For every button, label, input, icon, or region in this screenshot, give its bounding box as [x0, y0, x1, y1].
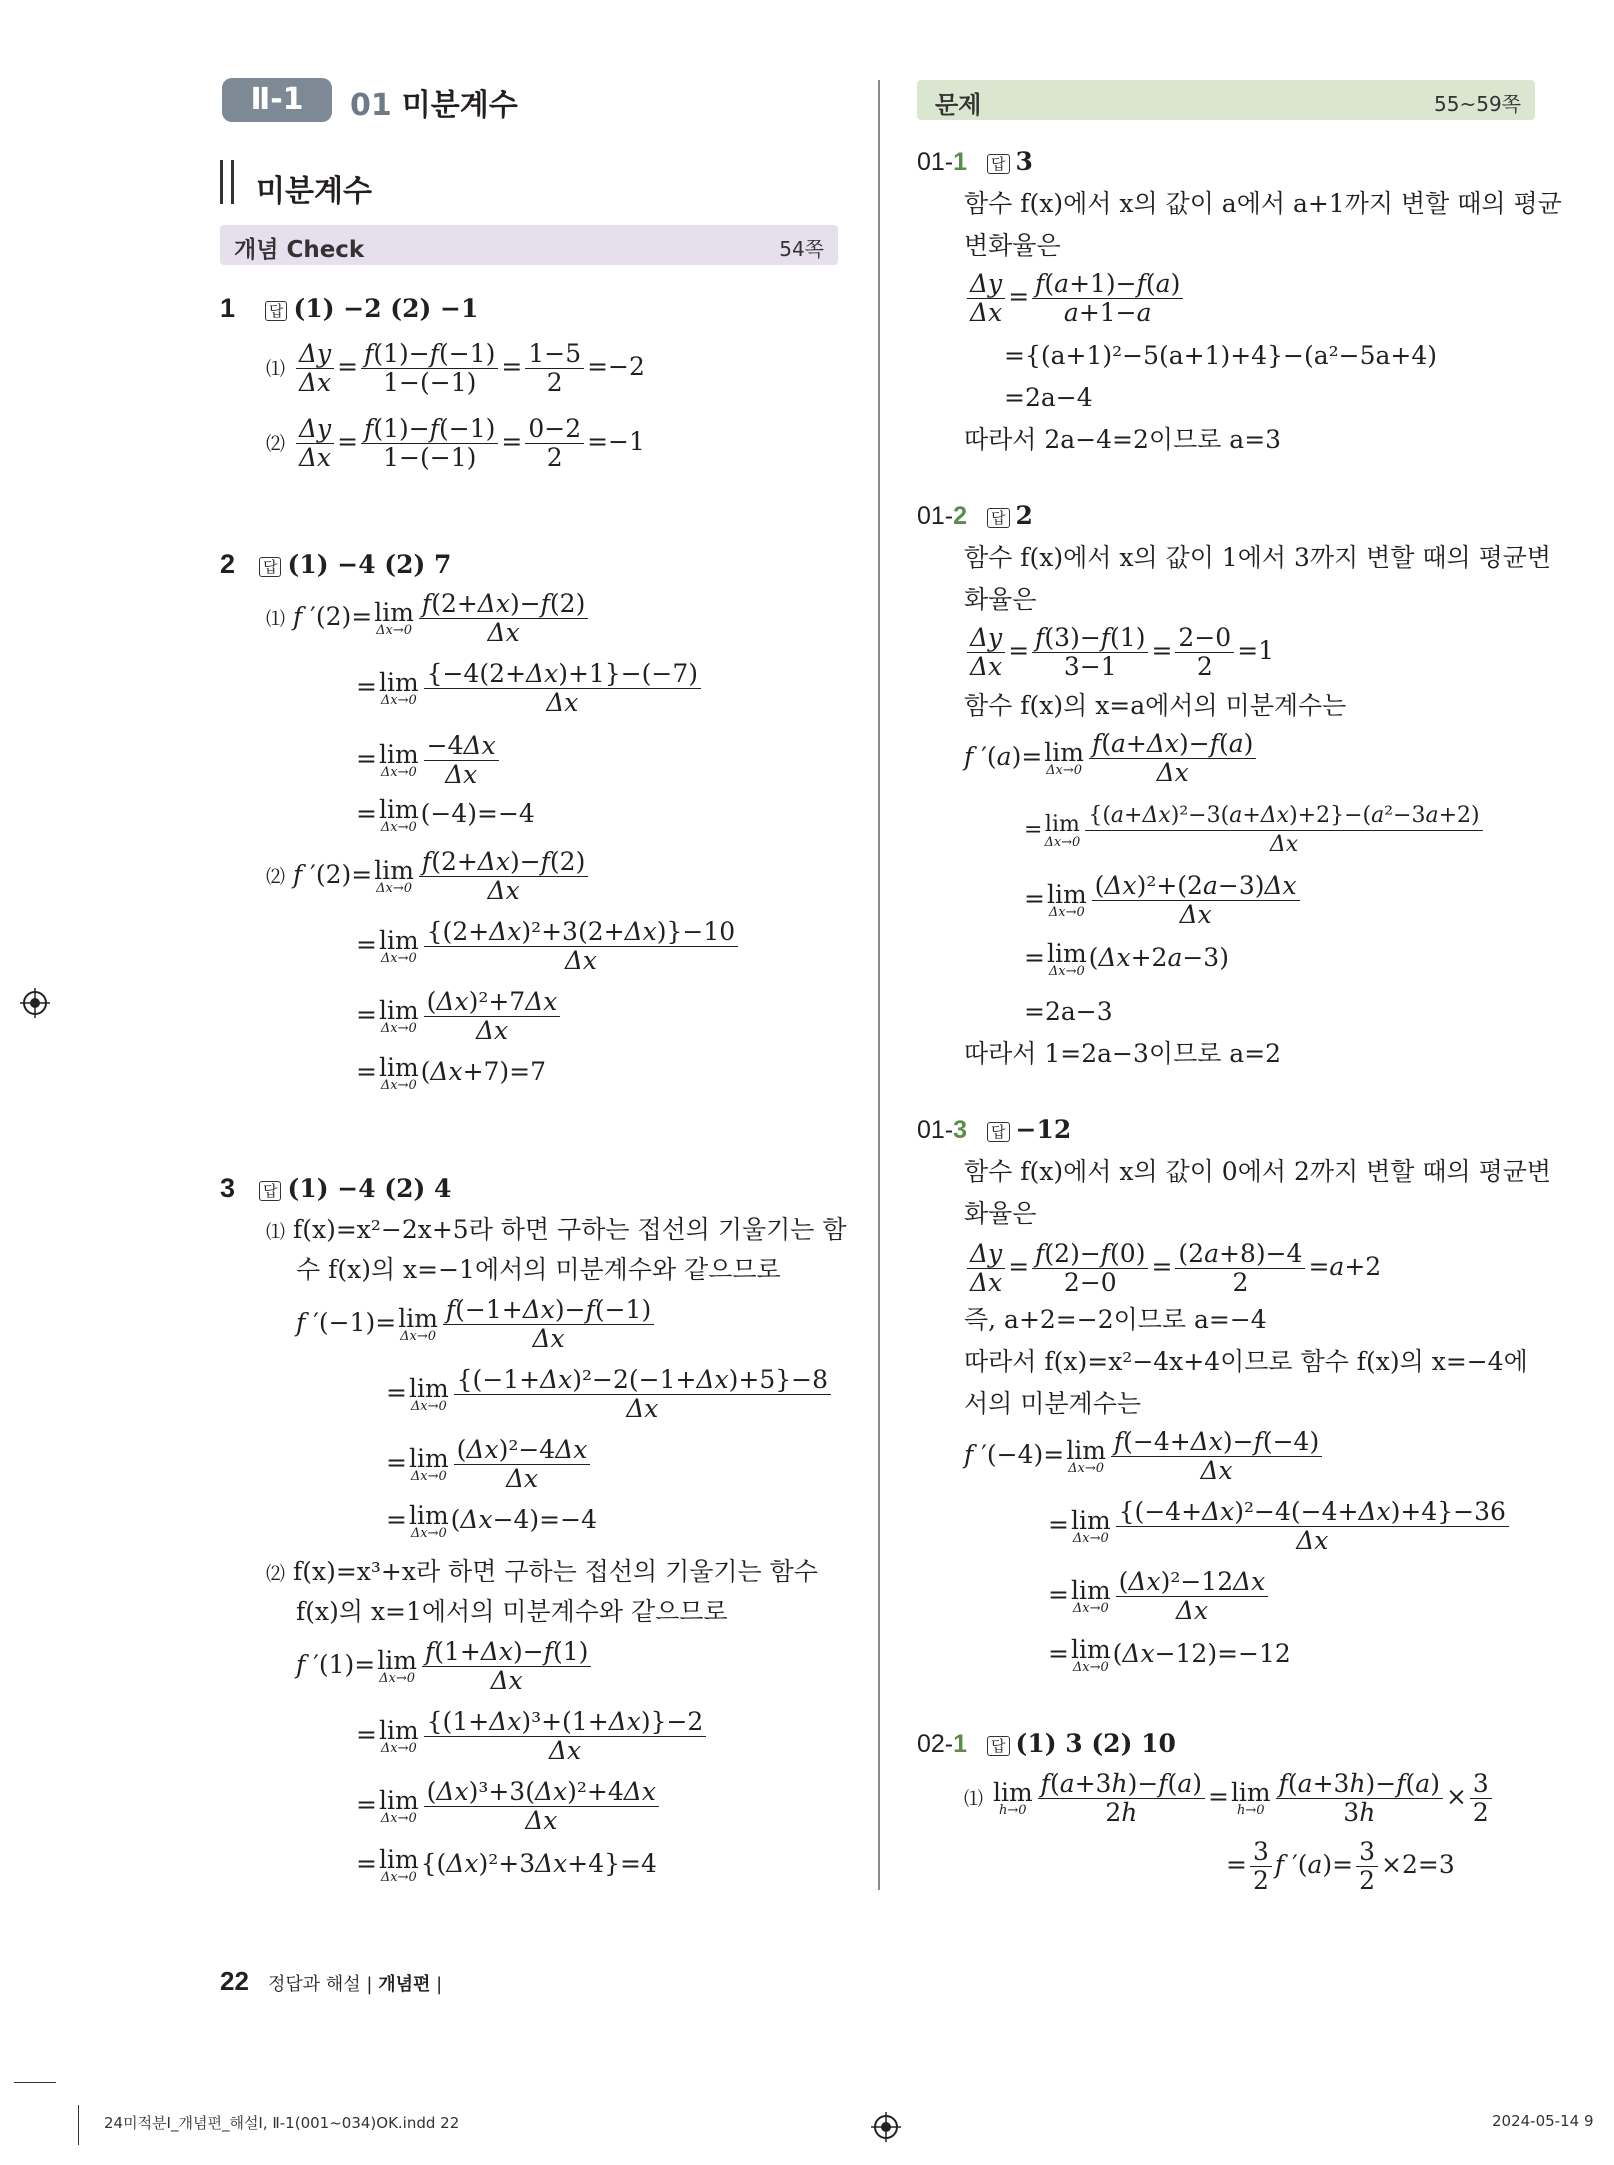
problem-02-1-header: [917, 1726, 1176, 1762]
text: f(x)=x³+x라 하면 구하는 접선의 기울기는 함수: [292, 1557, 818, 1586]
concept-check-label: 개념 Check: [234, 237, 365, 263]
solution-line: f ′(1)= lim Δx→0 $\frac{f(1+\Delta x)-f(1)}{\Delta x}$: [296, 1638, 594, 1695]
solution-text: 함수 f(x)에서 x의 값이 1에서 3까지 변할 때의 평균변: [964, 543, 1552, 572]
problem-id-num: 2: [953, 502, 968, 530]
problem-01-1-header: [917, 144, 1033, 180]
answer: (1) −4 (2) 7: [287, 550, 452, 579]
problem-id-num: 1: [953, 1730, 968, 1758]
registration-mark-icon: [871, 2112, 901, 2142]
crop-mark: [14, 2082, 56, 2083]
chapter-number: 01: [350, 88, 392, 123]
solution-line: ⑵ f ′(2)= lim Δx→0 $\frac{f(2+\Delta x)-f(2)}{\Delta x}$: [266, 848, 591, 905]
problem-2-header: [220, 546, 451, 583]
solution-text: 즉, a+2=−2이므로 a=−4: [964, 1305, 1267, 1334]
footer-text: 정답과 해설: [268, 1974, 361, 1995]
answer-mark: 답: [265, 301, 288, 321]
solution-text: 따라서 f(x)=x²−4x+4이므로 함수 f(x)의 x=−4에: [964, 1347, 1528, 1376]
slug-file: 24미적분Ⅰ_개념편_해설Ⅰ, Ⅱ-1(001~034)OK.indd 22: [104, 2114, 460, 2132]
solution-line: = lim Δx→0 (Δx+7)=7: [356, 1052, 547, 1093]
footer-part: 개념편: [378, 1974, 431, 1995]
solution-line: = lim Δx→0 (−4)=−4: [356, 794, 535, 835]
answer-mark: 답: [987, 1122, 1010, 1142]
answer: (1) −4 (2) 4: [287, 1174, 452, 1203]
problem-3-header: [220, 1170, 451, 1207]
section-title: 미분계수: [256, 174, 372, 209]
solution-line: = lim Δx→0 $\frac{\text{(Δx)²+7Δx}}{\Delta x}$: [356, 988, 563, 1045]
solution-line: = lim Δx→0 $\frac{\text{\{(−4+Δx)²−4(−4+Δx)+4\}−36}}{\Delta x}$: [1048, 1498, 1512, 1555]
problem-pages: 55~59쪽: [1434, 92, 1521, 116]
solution-line: = lim Δx→0 $\frac{\text{\{(2+Δx)²+3(2+Δx)\}−10}}{\Delta x}$: [356, 918, 741, 975]
solution-line: ⑴ f ′(2)= lim Δx→0 $\frac{f(2+\Delta x)-f(2)}{\Delta x}$: [266, 590, 591, 647]
solution-line: =2a−4: [1004, 383, 1093, 412]
solution-line: $\frac{\Delta y}{\Delta x}$ = $\frac{f(3)-f(1)}{3-1}$ = $\frac{2-0}{2}$ =1: [964, 624, 1274, 681]
problem-id: 02-: [917, 1730, 954, 1758]
problem-01-3-header: [917, 1112, 1071, 1148]
solution-line: = lim Δx→0 $\frac{\text{(Δx)²−4Δx}}{\Delta x}$: [386, 1436, 593, 1493]
solution-line: = lim Δx→0 (Δx−4)=−4: [386, 1500, 597, 1541]
solution-text: 따라서 1=2a−3이므로 a=2: [964, 1039, 1282, 1068]
answer: (1) 3 (2) 10: [1015, 1729, 1176, 1758]
problem-1-header: [220, 290, 478, 327]
solution-line: = $\frac{3}{2}$ f ′(a)= $\frac{3}{2}$ ×2=3: [1226, 1837, 1455, 1895]
concept-check-page: 54쪽: [779, 237, 824, 261]
answer-mark: 답: [987, 1736, 1010, 1756]
solution-text: 변화율은: [964, 231, 1061, 260]
section-marker: [220, 160, 234, 204]
solution-text: 서의 미분계수는: [964, 1389, 1141, 1418]
solution-text: f(x)의 x=1에서의 미분계수와 같으므로: [296, 1597, 728, 1626]
solution-line: f ′(−4)= lim Δx→0 $\frac{f(-4+\Delta x)-f(-4)}{\Delta x}$: [964, 1428, 1325, 1485]
solution-line: = lim Δx→0 $\frac{\text{\{(−1+Δx)²−2(−1+Δx)+5\}−8}}{\Delta x}$: [386, 1366, 834, 1423]
footer-label: 정답과 해설 | 개념편 |: [268, 1974, 443, 1995]
chapter-title-text: 미분계수: [401, 88, 518, 123]
solution-line: = lim Δx→0 $\frac{\text{(Δx)²−12Δx}}{\Delta x}$: [1048, 1568, 1271, 1625]
solution-line: ⑴ $\frac{\Delta y}{\Delta x}$ = $\frac{f(1)-f(-1)}{1-(-1)}$ = $\frac{1-5}{2}$ =−2: [266, 339, 645, 397]
solution-line: = lim Δx→0 (Δx+2a−3): [1024, 938, 1229, 979]
problem-number: 2: [220, 549, 236, 579]
solution-text: 화율은: [964, 1199, 1037, 1228]
registration-mark-icon: [20, 988, 50, 1018]
solution-line: f ′(−1)= lim Δx→0 $\frac{f(-1+\Delta x)-f(-1)}{\Delta x}$: [296, 1296, 657, 1353]
answer-mark: 답: [987, 508, 1010, 528]
unit-badge: Ⅱ-1: [222, 78, 332, 122]
chapter-title: [350, 80, 518, 124]
solution-text: ⑴ f(x)=x²−2x+5라 하면 구하는 접선의 기울기는 함: [266, 1215, 847, 1244]
solution-line: = lim Δx→0 $\frac{\text{(Δx)³+3(Δx)²+4Δx}}{\Delta x}$: [356, 1778, 662, 1835]
solution-line: =2a−3: [1024, 997, 1113, 1026]
solution-line: ⑴ lim h→0 $\frac{f(a+3h)-f(a)}{2h}$ = lim h→0 $\frac{f(a+3h)-f(a)}{3h}$ × $\frac{3}{2}$: [964, 1770, 1495, 1827]
problem-01-2-header: [917, 498, 1033, 534]
concept-check-bar: [220, 225, 838, 265]
slug-date: 2024-05-14 9: [1492, 2112, 1594, 2130]
solution-text: 수 f(x)의 x=−1에서의 미분계수와 같으므로: [296, 1255, 781, 1284]
solution-text: ⑵ f(x)=x³+x라 하면 구하는 접선의 기울기는 함수: [266, 1557, 818, 1586]
problem-number: 3: [220, 1173, 236, 1203]
solution-line: = lim Δx→0 (Δx−12)=−12: [1048, 1634, 1291, 1675]
solution-text: 따라서 2a−4=2이므로 a=3: [964, 425, 1282, 454]
answer: −12: [1015, 1115, 1072, 1144]
problem-id: 01-: [917, 148, 954, 176]
crop-mark: [78, 2105, 79, 2145]
problem-number: 1: [220, 293, 236, 323]
solution-text: 함수 f(x)에서 x의 값이 0에서 2까지 변할 때의 평균변: [964, 1157, 1552, 1186]
answer: 2: [1015, 501, 1033, 530]
solution-line: = lim Δx→0 $\frac{-4\Delta x}{\Delta x}$: [356, 732, 502, 789]
solution-text: 함수 f(x)의 x=a에서의 미분계수는: [964, 691, 1347, 720]
answer-mark: 답: [259, 557, 282, 577]
problem-label: 문제: [935, 91, 982, 119]
solution-line: $\frac{\Delta y}{\Delta x}$ = $\frac{f(2)-f(0)}{2-0}$ = $\frac{(2a+8)-4}{2}$ =a+2: [964, 1240, 1381, 1297]
solution-line: = lim Δx→0 $\frac{\text{\{(a+Δx)²−3(a+Δx)+2\}−(a²−3a+2)}}{\Delta x}$: [1024, 802, 1486, 859]
solution-line: f ′(a)= lim Δx→0 $\frac{f(a+\Delta x)-f(a)}{\Delta x}$: [964, 730, 1259, 787]
problem-id: 01-: [917, 1116, 954, 1144]
answer: 3: [1015, 147, 1033, 176]
solution-line: $\frac{\Delta y}{\Delta x}$ = $\frac{f(a+1)-f(a)}{a+1-a}$: [964, 270, 1186, 327]
page-number: 22: [220, 1966, 249, 1996]
answer-mark: 답: [987, 154, 1010, 174]
solution-line: = lim Δx→0 $\frac{\text{(Δx)²+(2a−3)Δx}}{\Delta x}$: [1024, 872, 1303, 929]
solution-line: = lim Δx→0 $\frac{\{-4(2+\Delta x)+1\}-(-7)}{\Delta x}$: [356, 660, 704, 717]
solution-line: ⑵ $\frac{\Delta y}{\Delta x}$ = $\frac{f(1)-f(-1)}{1-(-1)}$ = $\frac{0-2}{2}$ =−1: [266, 414, 645, 472]
solution-text: 함수 f(x)에서 x의 값이 a에서 a+1까지 변할 때의 평균: [964, 189, 1562, 218]
text: f(x)=x²−2x+5라 하면 구하는 접선의 기울기는 함: [292, 1215, 847, 1244]
solution-text: 화율은: [964, 585, 1037, 614]
problem-id: 01-: [917, 502, 954, 530]
problem-id-num: 3: [953, 1116, 968, 1144]
answer-mark: 답: [259, 1181, 282, 1201]
solution-line: = lim Δx→0 {(Δx)²+3Δx+4}=4: [356, 1844, 657, 1885]
problem-bar: [917, 80, 1535, 120]
solution-line: ={(a+1)²−5(a+1)+4}−(a²−5a+4): [1004, 341, 1438, 370]
problem-id-num: 1: [953, 148, 968, 176]
column-divider: [878, 80, 880, 1890]
answer: (1) −2 (2) −1: [293, 294, 479, 323]
solution-line: = lim Δx→0 $\frac{\text{\{(1+Δx)³+(1+Δx)\}−2}}{\Delta x}$: [356, 1708, 709, 1765]
